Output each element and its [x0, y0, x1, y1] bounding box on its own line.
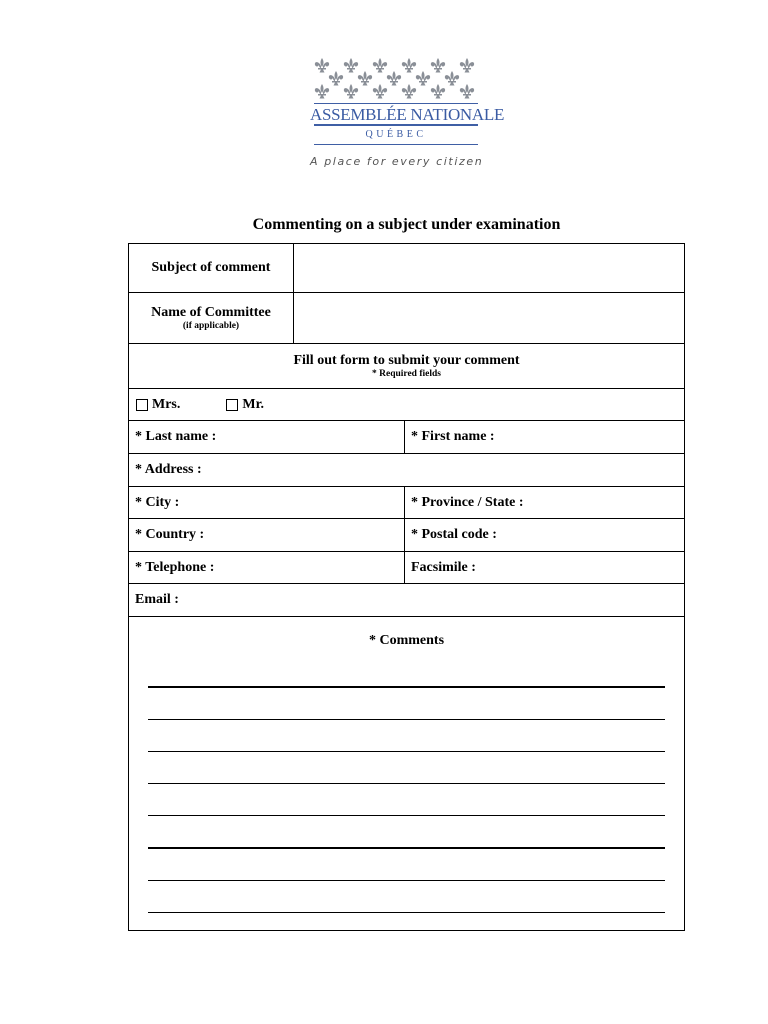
fleur-de-lis-icon: [312, 56, 480, 100]
logo-rule-bottom: [314, 144, 478, 145]
facsimile-label: Facsimile :: [411, 559, 476, 575]
mrs-checkbox[interactable]: [136, 399, 148, 411]
telephone-label: * Telephone :: [135, 559, 215, 575]
committee-field[interactable]: [294, 293, 684, 343]
assemblee-nationale-logo: [310, 56, 505, 176]
required-fields-note: * Required fields: [372, 368, 441, 379]
comment-line: [148, 686, 665, 688]
address-row: [129, 454, 684, 487]
email-field[interactable]: [129, 584, 684, 616]
logo-tagline: A place for every citizen: [310, 155, 484, 168]
subject-field[interactable]: [294, 244, 684, 292]
province-field[interactable]: [405, 487, 684, 518]
last-name-field[interactable]: [129, 421, 404, 453]
logo-province: QUÉBEC: [365, 129, 427, 140]
city-label: * City :: [135, 494, 180, 510]
committee-label: Name of Committee: [151, 304, 271, 320]
logo-rule-top: [314, 103, 478, 104]
comments-section[interactable]: [129, 617, 684, 930]
mrs-option[interactable]: [136, 397, 180, 413]
comment-form: [128, 243, 685, 931]
country-label: * Country :: [135, 527, 205, 542]
comments-label: * Comments: [368, 633, 445, 648]
instructions-heading: Fill out form to submit your comment: [293, 352, 520, 368]
name-row: [129, 421, 684, 454]
last-name-label: * Last name :: [135, 429, 217, 444]
comment-line: [148, 815, 665, 816]
first-name-field[interactable]: [405, 421, 684, 453]
address-field[interactable]: [129, 454, 684, 486]
comment-line: [148, 912, 665, 913]
comment-line: [148, 880, 665, 881]
country-field[interactable]: [129, 519, 404, 551]
mrs-label: Mrs.: [152, 396, 181, 412]
subject-row: [129, 244, 684, 293]
comment-line: [148, 751, 665, 752]
postal-code-label: * Postal code :: [411, 527, 497, 542]
instructions-row: [129, 344, 684, 389]
subject-label-cell: [129, 244, 293, 292]
email-label: Email :: [135, 592, 179, 607]
first-name-label: * First name :: [411, 429, 495, 444]
country-row: [129, 519, 684, 552]
mr-checkbox[interactable]: [226, 399, 238, 411]
salutation-row: [129, 389, 684, 421]
subject-label: Subject of comment: [151, 260, 271, 275]
city-field[interactable]: [129, 487, 404, 518]
comment-line: [148, 719, 665, 720]
comment-line: [148, 783, 665, 784]
comment-line: [148, 847, 665, 849]
telephone-row: [129, 552, 684, 584]
mr-option[interactable]: [226, 397, 264, 413]
address-label: * Address :: [135, 462, 202, 477]
city-row: [129, 487, 684, 519]
instructions-cell: [129, 344, 684, 388]
committee-row: [129, 293, 684, 344]
logo-rule-middle: [314, 124, 478, 126]
committee-note: (if applicable): [182, 320, 240, 331]
postal-code-field[interactable]: [405, 519, 684, 551]
province-label: * Province / State :: [411, 494, 524, 510]
salutation-cell: [129, 389, 684, 420]
committee-label-cell: [129, 293, 293, 343]
facsimile-field[interactable]: [405, 552, 684, 583]
email-row: [129, 584, 684, 617]
telephone-field[interactable]: [129, 552, 404, 583]
mr-label: Mr.: [242, 396, 265, 412]
logo-name: ASSEMBLÉE NATIONALE: [310, 105, 505, 124]
document-title: Commenting on a subject under examination: [252, 216, 561, 233]
